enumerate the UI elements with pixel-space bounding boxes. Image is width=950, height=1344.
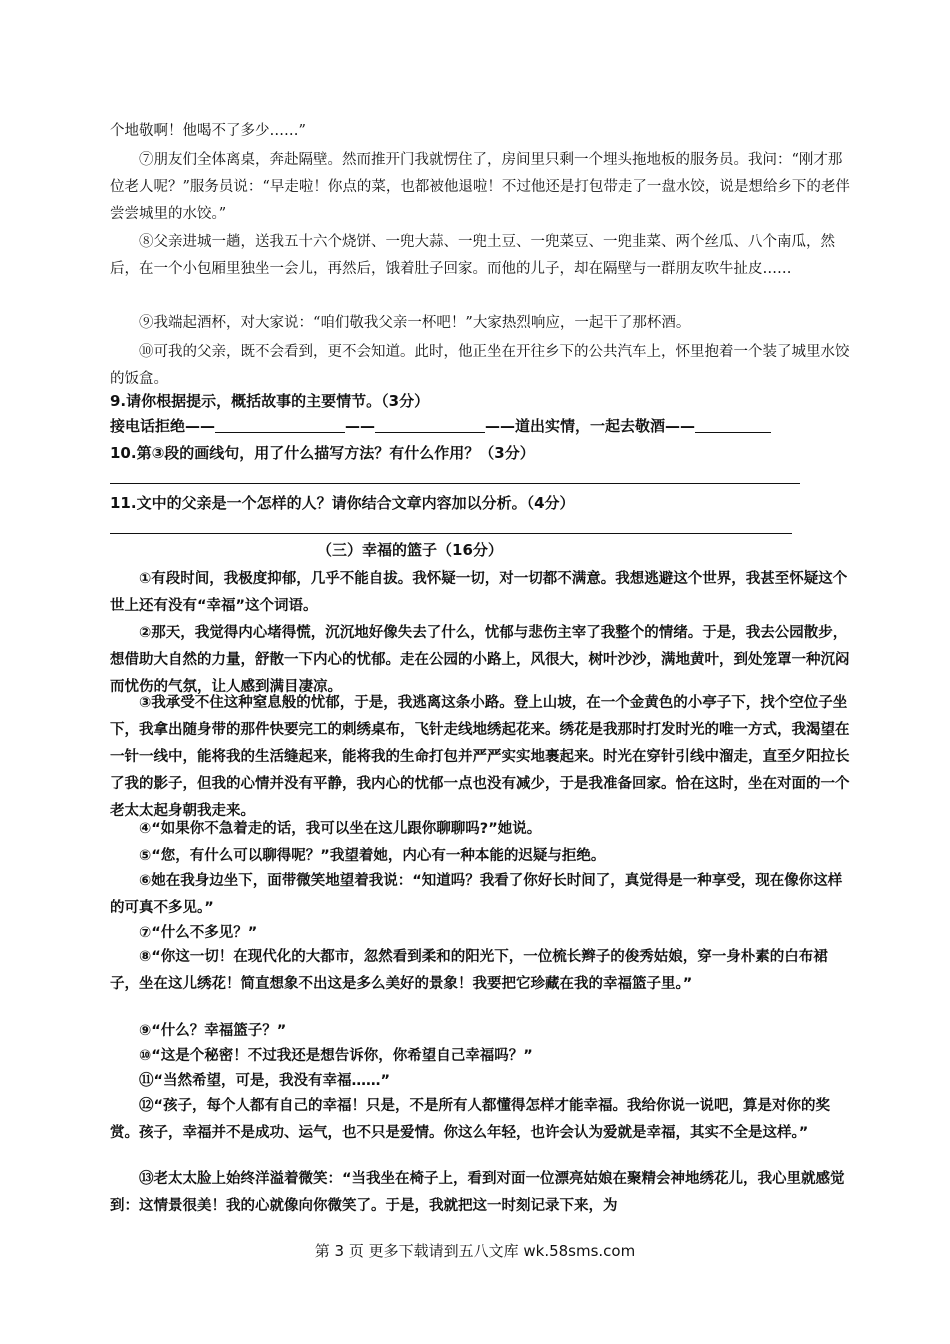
question-9-fill-line: [110, 413, 850, 439]
story2-paragraph-7: ⑦“什么不多见？”: [139, 925, 258, 941]
q9-answer-blank-2[interactable]: [375, 417, 485, 433]
story1-paragraph-7: ⑦朋友们全体离桌，奔赴隔壁。然而推开门我就愣住了，房间里只剩一个埋头拖地板的服务员。我问：“刚才那位老人呢？”服务员说：“早走啦！你点的菜，也都被他退啦！不过他还是打包带走了一盘水饺，说是想给乡下的老伴尝尝城里的水饺。”: [110, 152, 850, 222]
story2-paragraph-12: ⑫“孩子，每个人都有自己的幸福！只是，不是所有人都懂得怎样才能幸福。我给你说一说吧，算是对你的奖赏。孩子，幸福并不是成功、运气，也不只是爱情。你这么年轻，也许会认为爱就是幸福，其实不全是这样。”: [110, 1098, 831, 1141]
story2-paragraph-6: ⑥她在我身边坐下，面带微笑地望着我说：“知道吗？我看了你好长时间了，真觉得是一种享受，现在像你这样的可真不多见。”: [110, 873, 843, 916]
story2-paragraph-5: ⑤“您，有什么可以聊得呢？”我望着她，内心有一种本能的迟疑与拒绝。: [139, 848, 606, 864]
story2-paragraph-13: ⑬老太太脸上始终洋溢着微笑：“当我坐在椅子上，看到对面一位漂亮姑娘在聚精会神地绣花儿，我心里就感觉到：这情景很美！我的心就像向你微笑了。于是，我就把这一时刻记录下来，为: [110, 1171, 845, 1214]
story2-paragraph-4: ④“如果你不急着走的话，我可以坐在这儿跟你聊聊吗?”她说。: [139, 821, 542, 837]
story1-paragraph-10: ⑩可我的父亲，既不会看到，更不会知道。此时，他正坐在开往乡下的公共汽车上，怀里抱着一个装了城里水饺的饭盒。: [110, 344, 850, 387]
q9-answer-blank-1[interactable]: [215, 417, 345, 433]
question-11: 11.文中的父亲是一个怎样的人？请你结合文章内容加以分析。（4分）: [110, 494, 575, 512]
q9-text-sep: ——: [345, 417, 376, 435]
question-10-answer-line[interactable]: [110, 483, 800, 484]
q9-text-mid: ——道出实情，一起去敬酒——: [485, 417, 696, 435]
story2-paragraph-9: ⑨“什么？幸福篮子？”: [139, 1023, 287, 1039]
q9-answer-blank-3[interactable]: [695, 417, 771, 433]
story2-paragraph-3: ③我承受不住这种窒息般的忧郁，于是，我逃离这条小路。登上山坡，在一个金黄色的小亭子下，找个空位子坐下，我拿出随身带的那件快要完工的刺绣桌布，飞针走线地绣起花来。绣花是我那时打发时光的唯一方式，我渴望在一针一线中，能将我的生活缝起来，能将我的生命打包并严严实实地裹起来。时光在穿针引线中溜走，直至夕阳拉长了我的影子，但我的心情并没有平静，我内心的忧郁一点也没有减少，于是我准备回家。恰在这时，坐在对面的一个老太太起身朝我走来。: [110, 695, 850, 819]
question-11-answer-line[interactable]: [110, 533, 792, 534]
story1-paragraph-8: ⑧父亲进城一趟，送我五十六个烧饼、一兜大蒜、一兜土豆、一兜菜豆、一兜韭菜、两个丝瓜、八个南瓜，然后，在一个小包厢里独坐一会儿，再然后，饿着肚子回家。而他的儿子，却在隔壁与一群朋友吹牛扯皮……: [110, 234, 835, 277]
question-10: 10.第③段的画线句，用了什么描写方法？有什么作用？（3分）: [110, 444, 535, 462]
page-footer: 第 3 页 更多下载请到五八文库 wk.58sms.com: [314, 1242, 636, 1260]
question-9: 9.请你根据提示，概括故事的主要情节。（3分）: [110, 392, 430, 410]
story2-paragraph-8: ⑧“你这一切！在现代化的大都市，忽然看到柔和的阳光下，一位梳长辫子的俊秀姑娘，穿一身朴素的白布裙子，坐在这儿绣花！简直想象不出这是多么美好的景象！我要把它珍藏在我的幸福篮子里。”: [110, 949, 828, 992]
story2-paragraph-10: ⑩“这是个秘密！不过我还是想告诉你，你希望自己幸福吗？”: [139, 1048, 533, 1064]
story1-paragraph-9: ⑨我端起酒杯，对大家说：“咱们敬我父亲一杯吧！”大家热烈响应，一起干了那杯酒。: [139, 315, 691, 331]
story2-paragraph-1: ①有段时间，我极度抑郁，几乎不能自拔。我怀疑一切，对一切都不满意。我想逃避这个世界，我甚至怀疑这个世上还有没有“幸福”这个词语。: [110, 571, 848, 614]
story1-paragraph-6-end: 个地敬啊！他喝不了多少……”: [110, 123, 306, 139]
story2-paragraph-2: ②那天，我觉得内心堵得慌，沉沉地好像失去了什么，忧郁与悲伤主宰了我整个的情绪。于是，我去公园散步，想借助大自然的力量，舒散一下内心的忧郁。走在公园的小路上，风很大，树叶沙沙，满地黄叶，到处笼罩一种沉闷而忧伤的气氛，让人感到满目凄凉。: [110, 625, 850, 695]
section-title: （三）幸福的篮子（16分）: [317, 541, 503, 559]
story2-paragraph-11: ⑪“当然希望，可是，我没有幸福……”: [139, 1073, 391, 1089]
q9-text-start: 接电话拒绝——: [110, 417, 216, 435]
